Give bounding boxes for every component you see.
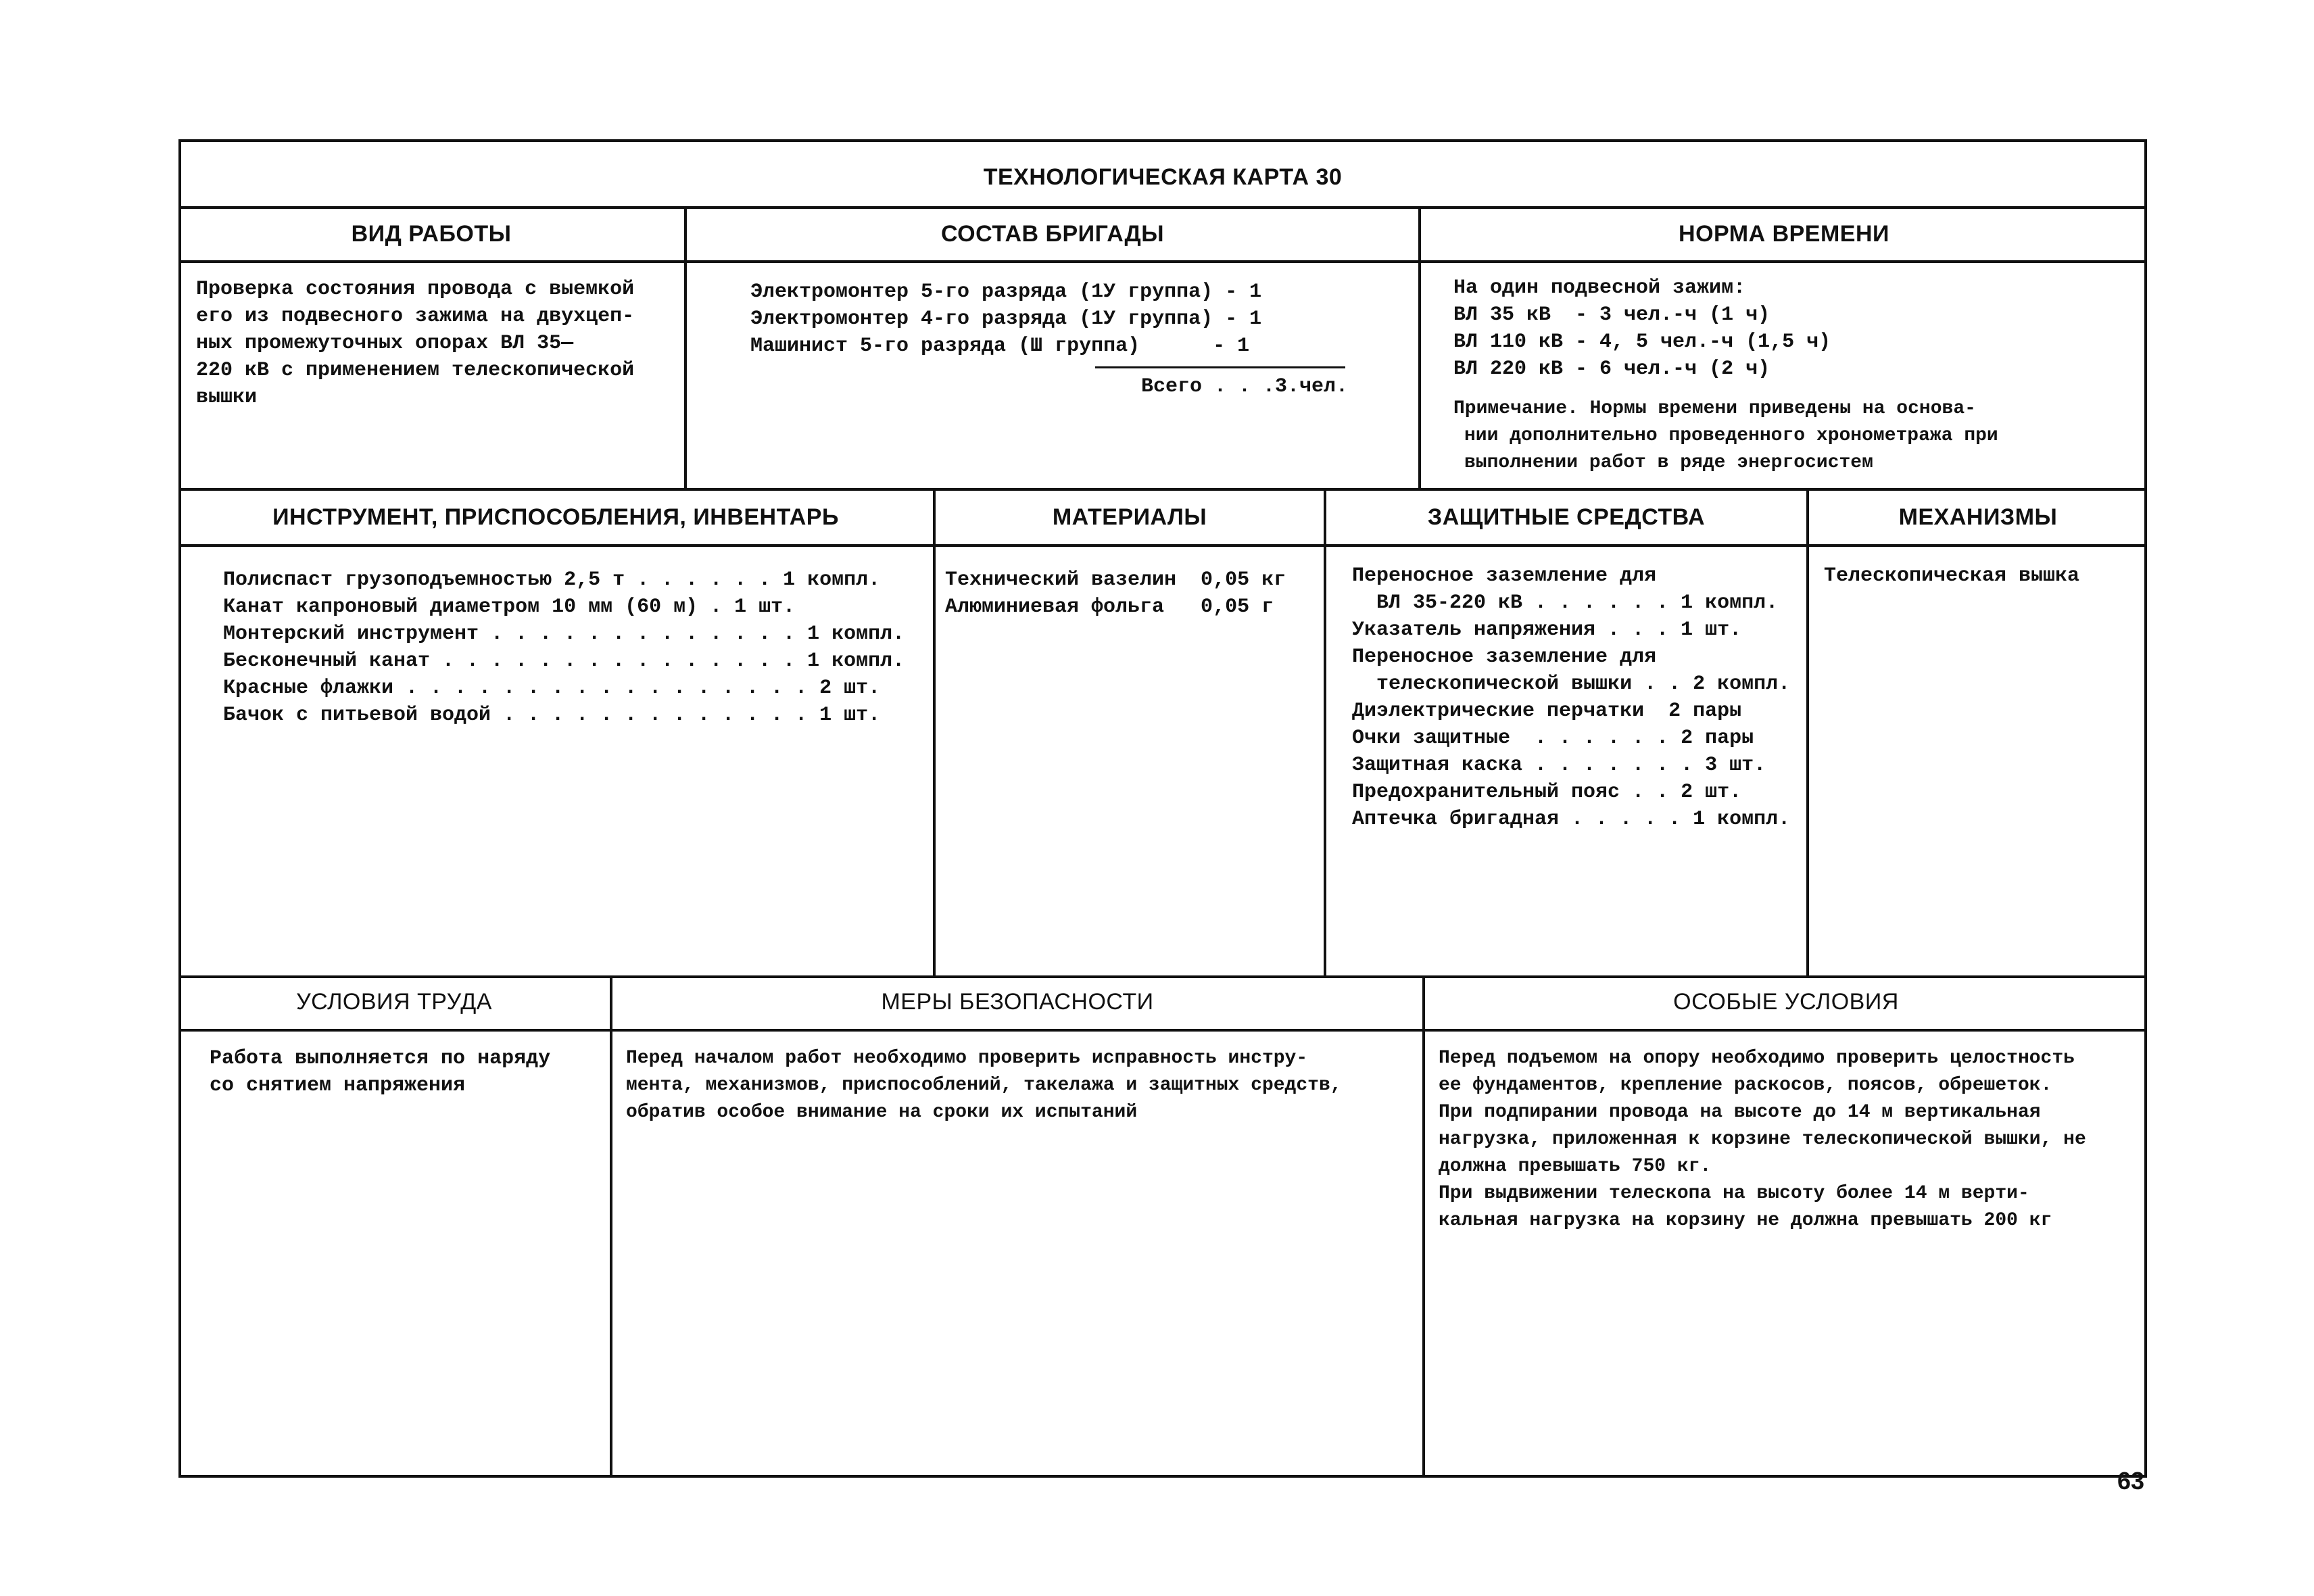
col-rule-2c: [1806, 488, 1809, 975]
header-protection: ЗАЩИТНЫЕ СРЕДСТВА: [1427, 504, 1706, 530]
protection-line: Диэлектрические перчатки 2 пары: [1352, 700, 1742, 723]
crew-total-rule: [1095, 366, 1345, 368]
mechanisms-line: Телескопическая вышка: [1824, 564, 2080, 587]
protection-line: Переносное заземление для: [1352, 564, 1657, 587]
time-norm-note: выполнении работ в ряде энергосистем: [1464, 452, 1873, 473]
header-mechanisms: МЕХАНИЗМЫ: [1898, 504, 2058, 530]
col-rule-1b: [1418, 206, 1421, 488]
header-time-norm: НОРМА ВРЕМЕНИ: [1679, 221, 1889, 247]
tools-line: Бесконечный канат . . . . . . . . . . . . . . . 1 компл.: [223, 650, 905, 673]
header-materials: МАТЕРИАЛЫ: [1052, 504, 1207, 530]
time-norm-line: ВЛ 220 кВ - 6 чел.-ч (2 ч): [1453, 358, 1770, 381]
crew-line: Электромонтер 4-го разряда (1У группа) - 1: [750, 308, 1262, 331]
safety-line: Перед началом работ необходимо проверить исправность инстру-: [626, 1048, 1308, 1069]
header-crew: СОСТАВ БРИГАДЫ: [940, 221, 1165, 247]
tools-line: Полиспаст грузоподъемностью 2,5 т . . . . . . 1 компл.: [223, 569, 881, 591]
special-line: Перед подъемом на опору необходимо проверить целостность: [1439, 1048, 2075, 1069]
safety-line: обратив особое внимание на сроки их испытаний: [626, 1102, 1138, 1123]
header-safety: МЕРЫ БЕЗОПАСНОСТИ: [881, 989, 1154, 1015]
time-norm-line: ВЛ 110 кВ - 4, 5 чел.-ч (1,5 ч): [1453, 331, 1831, 354]
rule-under-row1-header: [178, 260, 2147, 263]
special-line: При выдвижении телескопа на высоту более 14 м верти-: [1439, 1183, 2029, 1204]
rule-under-row2: [178, 975, 2147, 978]
work-type-line: ных промежуточных опорах ВЛ 35—: [196, 332, 574, 355]
protection-line: Очки защитные . . . . . . 2 пары: [1352, 727, 1754, 750]
protection-line: ВЛ 35-220 кВ . . . . . . 1 компл.: [1352, 591, 1779, 614]
special-line: должна превышать 750 кг.: [1439, 1156, 1712, 1177]
work-type-line: 220 кВ с применением телескопической: [196, 359, 635, 382]
col-rule-1a: [684, 206, 687, 488]
tools-line: Красные флажки . . . . . . . . . . . . . . . . . 2 шт.: [223, 677, 881, 700]
col-rule-3a: [610, 975, 612, 1478]
time-norm-note: Примечание. Нормы времени приведены на основа-: [1453, 398, 1976, 419]
rule-under-title: [178, 206, 2147, 209]
work-type-line: вышки: [196, 386, 258, 409]
header-conditions: УСЛОВИЯ ТРУДА: [296, 989, 492, 1015]
protection-line: Предохранительный пояс . . 2 шт.: [1352, 781, 1742, 804]
tools-line: Канат капроновый диаметром 10 мм (60 м) . 1 шт.: [223, 596, 796, 619]
header-tools: ИНСТРУМЕНТ, ПРИСПОСОБЛЕНИЯ, ИНВЕНТАРЬ: [272, 504, 839, 530]
header-work-type: ВИД РАБОТЫ: [351, 221, 512, 247]
crew-line: Машинист 5-го разряда (Ш группа) - 1: [750, 335, 1250, 358]
protection-line: Переносное заземление для: [1352, 646, 1657, 669]
protection-line: Аптечка бригадная . . . . . 1 компл.: [1352, 808, 1791, 831]
special-line: При подпирании провода на высоте до 14 м вертикальная: [1439, 1102, 2041, 1123]
crew-total: Всего . . .3.чел.: [1141, 375, 1349, 398]
special-line: кальная нагрузка на корзину не должна превышать 200 кг: [1439, 1210, 2052, 1231]
time-norm-line: На один подвесной зажим:: [1453, 276, 1746, 299]
protection-line: телескопической вышки . . 2 компл.: [1352, 673, 1791, 696]
materials-line: Технический вазелин 0,05 кг: [945, 569, 1286, 591]
conditions-line: Работа выполняется по наряду: [210, 1047, 551, 1070]
crew-line: Электромонтер 5-го разряда (1У группа) - 1: [750, 281, 1262, 304]
work-type-line: его из подвесного зажима на двухцеп-: [196, 305, 635, 328]
page-number: 63: [2117, 1467, 2145, 1495]
time-norm-line: ВЛ 35 кВ - 3 чел.-ч (1 ч): [1453, 304, 1770, 327]
materials-line: Алюминиевая фольга 0,05 г: [945, 596, 1274, 619]
special-line: нагрузка, приложенная к корзине телескопической вышки, не: [1439, 1129, 2086, 1150]
rule-under-row1: [178, 488, 2147, 491]
protection-line: Защитная каска . . . . . . . 3 шт.: [1352, 754, 1766, 777]
protection-line: Указатель напряжения . . . 1 шт.: [1352, 619, 1742, 642]
card-title: ТЕХНОЛОГИЧЕСКАЯ КАРТА 30: [983, 164, 1343, 190]
safety-line: мента, механизмов, приспособлений, такелажа и защитных средств,: [626, 1075, 1342, 1096]
special-line: ее фундаментов, крепление раскосов, поясов, обрешеток.: [1439, 1075, 2052, 1096]
col-rule-2b: [1324, 488, 1326, 975]
tools-line: Бачок с питьевой водой . . . . . . . . . . . . . 1 шт.: [223, 704, 881, 727]
col-rule-2a: [933, 488, 936, 975]
header-special: ОСОБЫЕ УСЛОВИЯ: [1673, 989, 1899, 1015]
rule-under-row3-header: [178, 1029, 2147, 1032]
col-rule-3b: [1422, 975, 1425, 1478]
work-type-line: Проверка состояния провода с выемкой: [196, 278, 635, 301]
time-norm-note: нии дополнительно проведенного хронометража при: [1464, 425, 1998, 446]
tools-line: Монтерский инструмент . . . . . . . . . . . . . 1 компл.: [223, 623, 905, 646]
conditions-line: со снятием напряжения: [210, 1074, 466, 1097]
rule-under-row2-header: [178, 544, 2147, 547]
